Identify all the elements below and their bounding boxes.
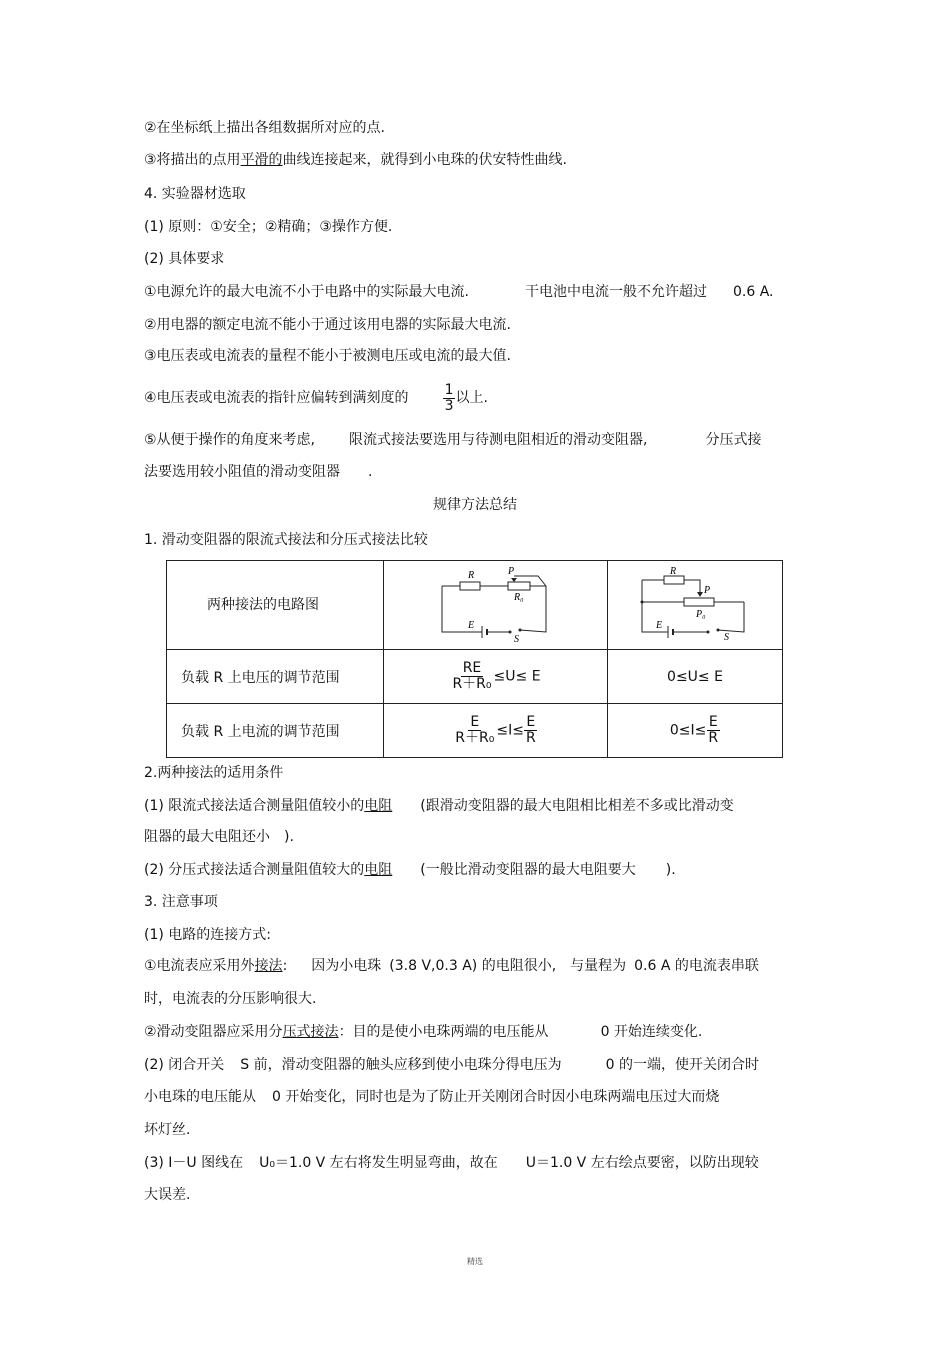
table-row (167, 650, 783, 704)
text-line (144, 1088, 719, 1106)
label-S: S (514, 634, 519, 644)
limiting-voltage-range (384, 650, 608, 704)
text: U₀＝1.0 V 左右将发生明显弯曲，故在 (259, 1155, 498, 1171)
divider-circuit-svg (638, 566, 753, 644)
text-line (144, 1023, 702, 1041)
section-heading: 1. 滑动变阻器的限流式接法和分压式接法比较 (144, 532, 428, 548)
text: 0 开始变化，同时也是为了防止开关刚闭合时因小电珠两端电压过大而烧 (272, 1089, 720, 1105)
underlined-text: 电阻 (364, 798, 393, 814)
text-line (144, 463, 372, 481)
text: ②滑动变阻器应采用分 (144, 1024, 283, 1040)
text: 干电池中电流一般不允许超过 (525, 284, 707, 300)
text-line: 坏灯丝. (144, 1122, 191, 1138)
text-line (144, 1154, 759, 1172)
row-label: 负载 R 上电流的调节范围 (167, 704, 384, 758)
page-footer: 精选 (467, 1257, 483, 1266)
text: ). (665, 862, 676, 878)
text: 限流式接法要选用与待测电阻相近的滑动变阻器, (349, 432, 648, 448)
label-S: S (723, 632, 729, 643)
fraction: $\frac{E}{R}$ (525, 714, 536, 746)
text: 以上. (455, 390, 488, 406)
text: ①电流表应采用外 (144, 958, 255, 974)
text: (跟滑动变阻器的最大电阻相比相差不多或比滑动变 (420, 798, 734, 814)
text-line: 大误差. (144, 1187, 191, 1203)
text-line (144, 431, 761, 449)
text: : (282, 958, 288, 974)
limiting-circuit-diagram (384, 561, 608, 650)
table-row (167, 704, 783, 758)
text-line: ③电压表或电流表的量程不能小于被测电压或电流的最大值. (144, 348, 511, 364)
text: 分压式接 (705, 432, 762, 448)
table-row (167, 561, 783, 650)
text-line: (1) 电路的连接方式: (144, 927, 271, 943)
text: (2) 分压式接法适合测量阻值较大的 (144, 862, 365, 878)
text-line (144, 797, 734, 815)
section-heading: 4. 实验器材选取 (144, 186, 246, 202)
label-E: E (468, 620, 475, 631)
text: 曲线连接起来，就得到小电珠的伏安特性曲线. (282, 152, 568, 168)
underlined-text: 压式接法 (282, 1024, 339, 1040)
row-label: 负载 R 上电压的调节范围 (167, 650, 384, 704)
text-line: (2) 具体要求 (144, 251, 225, 267)
text: 0 开始连续变化. (600, 1024, 703, 1040)
limiting-current-range (384, 704, 608, 758)
divider-circuit-diagram (608, 561, 783, 650)
label-E: E (655, 620, 662, 631)
text-line (144, 381, 488, 415)
row-label: 两种接法的电路图 (167, 561, 384, 650)
text: ≤I≤ (496, 722, 524, 739)
divider-voltage-range: 0≤U≤ E (608, 650, 783, 704)
summary-title: 规律方法总结 (433, 497, 517, 513)
label-P: P (703, 585, 710, 596)
limiting-circuit-svg (438, 566, 553, 644)
text-line (144, 957, 759, 975)
underlined-text: 接法 (254, 958, 283, 974)
text-line: ②用电器的额定电流不能小于通过该用电器的实际最大电流. (144, 317, 511, 333)
section-heading: 2.两种接法的适用条件 (144, 765, 284, 781)
text: ⑤从便于操作的角度来考虑, (144, 432, 316, 448)
text: 0.6 A. (733, 284, 774, 300)
comparison-table (166, 560, 783, 758)
label-P: P (508, 566, 515, 577)
underlined-text: 平滑的 (240, 152, 283, 168)
section-heading: 3. 注意事项 (144, 894, 218, 910)
label-R0: R₀ (514, 592, 524, 603)
text-line: (1) 原则：①安全；②精确；③操作方便. (144, 219, 393, 235)
label-R: R (468, 570, 475, 581)
text: (1) 限流式接法适合测量阻值较小的 (144, 798, 365, 814)
text: 小电珠的电压能从 (144, 1089, 256, 1105)
text: ). (284, 829, 294, 845)
text: ≤U≤ E (493, 668, 541, 685)
fraction: $\frac{E}{\text{R＋R₀}}$ (455, 714, 495, 746)
text: ④电压表或电流表的指针应偏转到满刻度的 (144, 390, 409, 406)
text-line (144, 151, 567, 169)
text-line (144, 828, 294, 846)
text: (3) I－U 图线在 (144, 1155, 244, 1171)
text: ：目的是使小电珠两端的电压能从 (338, 1024, 549, 1040)
text: . (368, 464, 373, 480)
fraction: $\frac{RE}{\text{R＋R₀}}$ (452, 660, 492, 692)
text-line (144, 283, 774, 301)
text: (2) 闭合开关 (144, 1057, 225, 1073)
fraction: $\frac{1}{3}$ (444, 381, 454, 414)
text: 0.6 A 的电流表串联 (634, 958, 759, 974)
label-P0: P₀ (695, 609, 706, 620)
divider-current-range (608, 704, 783, 758)
underlined-text: 电阻 (364, 862, 393, 878)
text: 0 的一端，使开关闭合时 (605, 1057, 759, 1073)
text: 因为小电珠 (311, 958, 382, 974)
label-R: R (669, 566, 676, 577)
text: (一般比滑动变阻器的最大电阻要大 (420, 862, 636, 878)
text: 与量程为 (570, 958, 627, 974)
text: 法要选用较小阻值的滑动变阻器 (144, 464, 340, 480)
text: 阻器的最大电阻还小 (144, 829, 270, 845)
text: ①电源允许的最大电流不小于电路中的实际最大电流. (144, 284, 469, 300)
text-line (144, 1056, 759, 1074)
text-line (144, 861, 676, 879)
text-line: ②在坐标纸上描出各组数据所对应的点. (144, 120, 385, 136)
text: ③将描出的点用 (144, 152, 241, 168)
text: 0≤I≤ (669, 722, 707, 739)
text: (3.8 V,0.3 A) 的电阻很小, (389, 958, 557, 974)
text: U＝1.0 V 左右绘点要密，以防出现较 (525, 1155, 759, 1171)
text: S 前，滑动变阻器的触头应移到使小电珠分得电压为 (240, 1057, 562, 1073)
text-line: 时，电流表的分压影响很大. (144, 991, 317, 1007)
fraction: $\frac{E}{R}$ (708, 714, 719, 746)
